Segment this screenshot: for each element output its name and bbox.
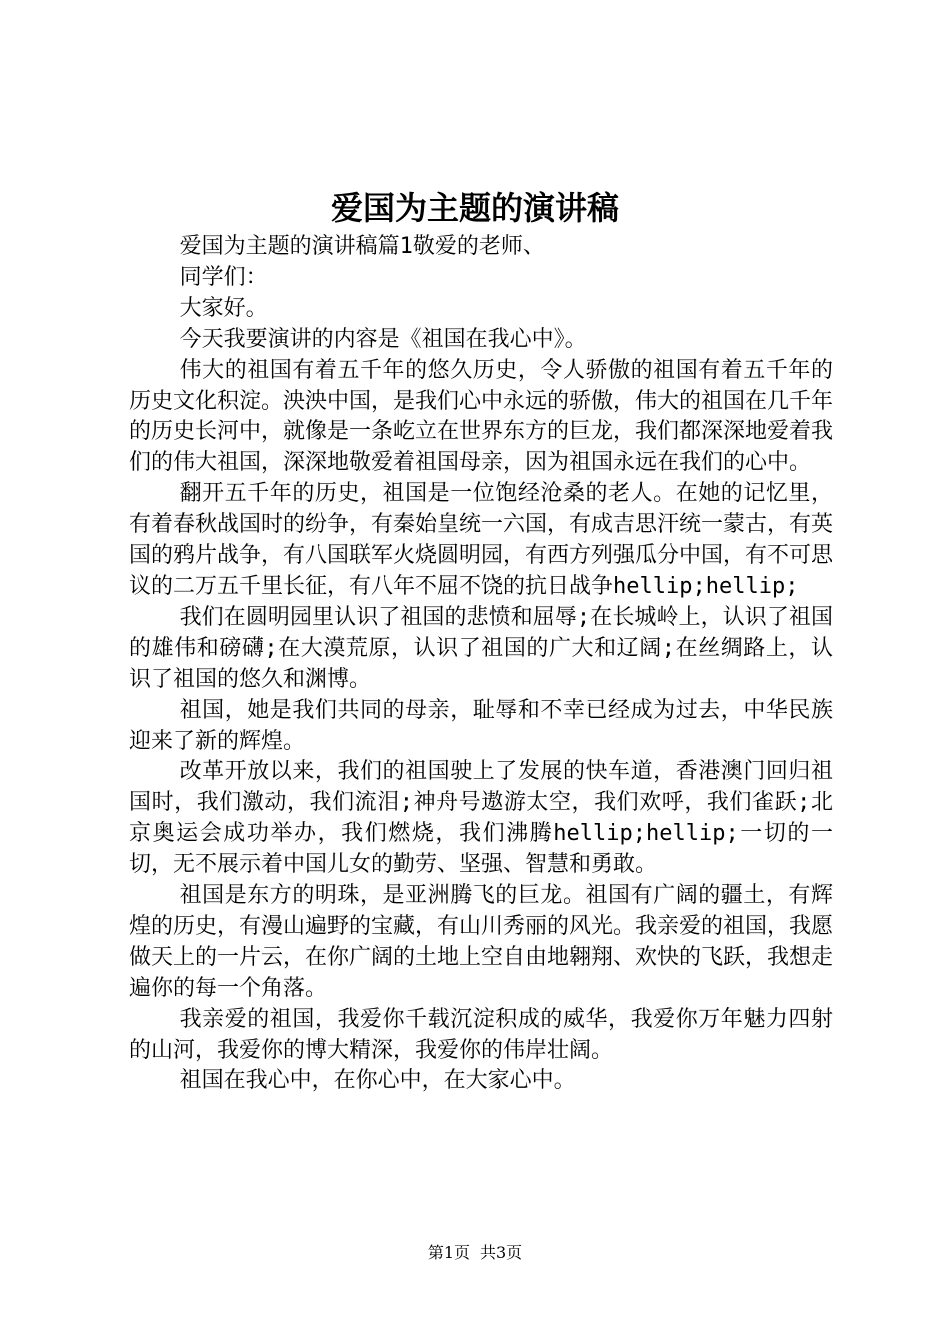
page-number: 第1页 xyxy=(427,1243,470,1262)
document-title: 爱国为主题的演讲稿 xyxy=(330,189,619,227)
paragraph-8: 祖国，她是我们共同的母亲，耻辱和不幸已经成为过去，中华民族迎来了新的辉煌。 xyxy=(129,697,833,754)
paragraph-11: 我亲爱的祖国，我爱你千载沉淀积成的威华，我爱你万年魅力四射的山河，我爱你的博大精深，我爱你的伟岸壮阔。 xyxy=(129,1006,833,1063)
page-total: 共3页 xyxy=(480,1243,523,1262)
paragraph-1: 爱国为主题的演讲稿篇1敬爱的老师、 xyxy=(179,234,545,259)
paragraph-7: 我们在圆明园里认识了祖国的悲愤和屈辱;在长城岭上，认识了祖国的雄伟和磅礴;在大漠荒原，认识了祖国的广大和辽阔;在丝绸路上，认识了祖国的悠久和渊博。 xyxy=(129,604,833,692)
document-body xyxy=(129,232,833,1097)
paragraph-10: 祖国是东方的明珠，是亚洲腾飞的巨龙。祖国有广阔的疆土，有辉煌的历史，有漫山遍野的宝藏，有山川秀丽的风光。我亲爱的祖国，我愿做天上的一片云，在你广阔的土地上空自由地翱翔、欢快的飞跃，我想走遍你的每一个角落。 xyxy=(129,883,834,1001)
paragraph-3: 大家好。 xyxy=(179,295,268,321)
page-footer xyxy=(0,1241,950,1265)
paragraph-6: 翻开五千年的历史，祖国是一位饱经沧桑的老人。在她的记忆里，有着春秋战国时的纷争，有秦始皇统一六国，有成吉思汗统一蒙古，有英国的鸦片战争，有八国联军火烧圆明园，有西方列强瓜分中国，有不可思议的二万五千里长征，有八年不屈不饶的抗日战争hellip;hellip; xyxy=(129,481,834,599)
paragraph-5: 伟大的祖国有着五千年的悠久历史，令人骄傲的祖国有着五千年的历史文化积淀。泱泱中国，是我们心中永远的骄傲，伟大的祖国在几千年的历史长河中，就像是一条屹立在世界东方的巨龙，我们都深深地爱着我们的伟大祖国，深深地敬爱着祖国母亲，因为祖国永远在我们的心中。 xyxy=(129,357,834,476)
paragraph-2: 同学们： xyxy=(179,264,268,290)
paragraph-9: 改革开放以来，我们的祖国驶上了发展的快车道，香港澳门回归祖国时，我们激动，我们流泪;神舟号遨游太空，我们欢呼，我们雀跃;北京奥运会成功举办，我们燃烧，我们沸腾hellip;hellip;一切的一切，无不展示着中国儿女的勤劳、坚强、智慧和勇敢。 xyxy=(129,759,833,878)
paragraph-4: 今天我要演讲的内容是《祖国在我心中》。 xyxy=(179,326,587,352)
paragraph-12: 祖国在我心中，在你心中，在大家心中。 xyxy=(179,1068,576,1094)
